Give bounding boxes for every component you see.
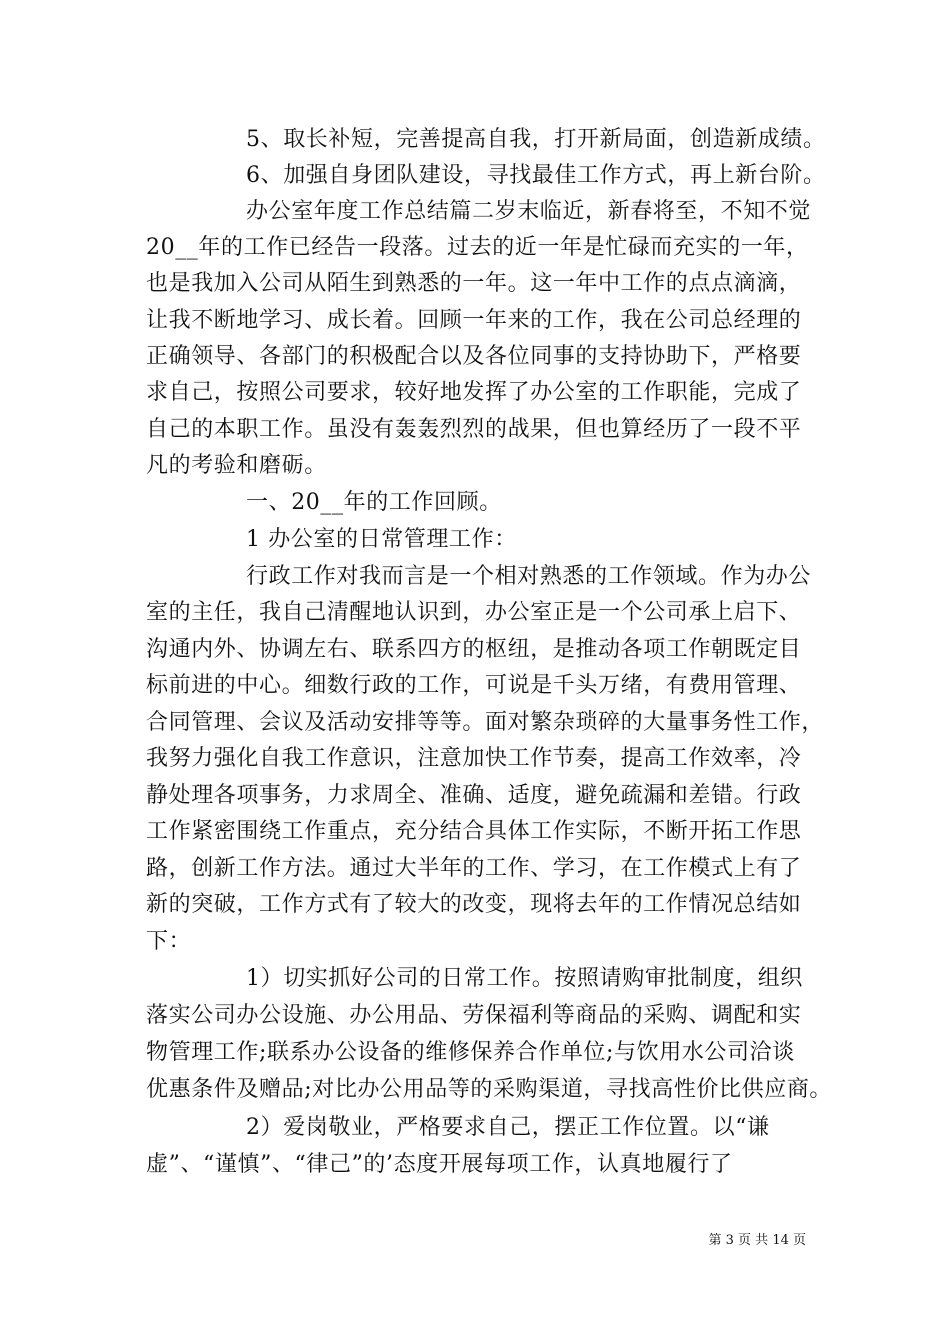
text-line: 物管理工作;联系办公设备的维修保养合作单位;与饮用水公司洽谈 bbox=[146, 1040, 795, 1065]
text-line: 合同管理、会议及活动安排等等。面对繁杂琐碎的大量事务性工作， bbox=[146, 710, 825, 735]
subsection-heading: 1 办公室的日常管理工作： bbox=[246, 527, 517, 552]
text-line: 沟通内外、协调左右、联系四方的枢纽，是推动各项工作朝既定目 bbox=[146, 637, 802, 662]
text-line: 工作紧密围绕工作重点，充分结合具体工作实际，不断开拓工作思 bbox=[146, 819, 802, 844]
text-line: 静处理各项事务，力求周全、准确、适度，避免疏漏和差错。行政 bbox=[146, 783, 802, 808]
text-line: 我努力强化自我工作意识，注意加快工作节奏，提高工作效率，冷 bbox=[146, 746, 802, 771]
text-line: 自己的本职工作。虽没有轰轰烈烈的战果，但也算经历了一段不平 bbox=[146, 417, 802, 442]
text-line: 5、取长补短，完善提高自我，打开新局面，创造新成绩。 bbox=[246, 127, 826, 152]
text-line: 也是我加入公司从陌生到熟悉的一年。这一年中工作的点点滴滴， bbox=[146, 271, 802, 296]
text-line: 正确领导、各部门的积极配合以及各位同事的支持协助下，严格要 bbox=[146, 344, 802, 369]
text-line: 落实公司办公设施、办公用品、劳保福利等商品的采购、调配和实 bbox=[146, 1003, 802, 1028]
page-number: 第 3 页 共 14 页 bbox=[708, 1233, 806, 1248]
text-line: 20__年的工作已经告一段落。过去的近一年是忙碌而充实的一年， bbox=[146, 235, 809, 260]
text-line: 办公室年度工作总结篇二岁末临近，新春将至，不知不觉 bbox=[246, 199, 812, 224]
text-line: 标前进的中心。细数行政的工作，可说是千头万绪，有费用管理、 bbox=[146, 673, 802, 698]
text-line: 让我不断地学习、成长着。回顾一年来的工作，我在公司总经理的 bbox=[146, 308, 802, 333]
text-line: 室的主任，我自己清醒地认识到，办公室正是一个公司承上启下、 bbox=[146, 600, 802, 625]
text-line: 路，创新工作方法。通过大半年的工作、学习，在工作模式上有了 bbox=[146, 856, 802, 881]
text-line: 优惠条件及赠品;对比办公用品等的采购渠道，寻找高性价比供应商。 bbox=[146, 1077, 833, 1102]
text-line: 1）切实抓好公司的日常工作。按照请购审批制度，组织 bbox=[246, 966, 803, 991]
text-line: 2）爱岗敬业，严格要求自己，摆正工作位置。以“谦 bbox=[246, 1115, 770, 1140]
text-line: 凡的考验和磨砺。 bbox=[146, 453, 327, 478]
text-line: 新的突破，工作方式有了较大的改变，现将去年的工作情况总结如 bbox=[146, 892, 802, 917]
section-heading: 一、20__年的工作回顾。 bbox=[246, 490, 502, 515]
text-line: 6、加强自身团队建设，寻找最佳工作方式，再上新台阶。 bbox=[246, 163, 826, 188]
text-line: 行政工作对我而言是一个相对熟悉的工作领域。作为办公 bbox=[246, 564, 812, 589]
text-line: 下： bbox=[146, 929, 192, 954]
text-line: 虚”、“谨慎”、“律己”的’态度开展每项工作，认真地履行了 bbox=[146, 1152, 733, 1177]
text-line: 求自己，按照公司要求，较好地发挥了办公室的工作职能，完成了 bbox=[146, 380, 802, 405]
